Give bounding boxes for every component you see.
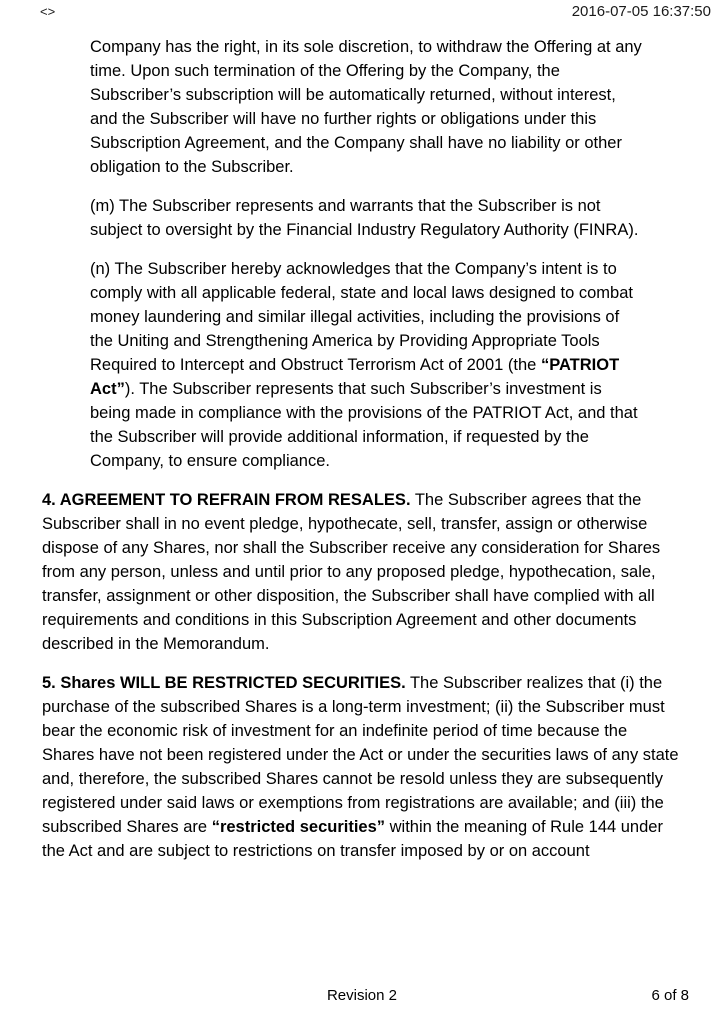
footer-revision-label: Revision 2 (326, 987, 398, 1004)
bold-text-run: 4. AGREEMENT TO REFRAIN FROM RESALES. (42, 491, 411, 509)
bold-text-run: “restricted securities” (211, 818, 386, 836)
text-run: The Subscriber realizes that (i) the purchase of the subscribed Shares is a long-term investment; (ii) the Subscriber must bear the economic risk of investment for an indefinite period of time because the Shares have not been registered under the Act or under the securities laws of any state and, therefore, the subscribed Shares cannot be resold unless they are subsequently registered under said laws or exemptions from registrations are available; and (iii) the subscribed Shares are (42, 674, 679, 836)
text-run: within the meaning of Rule 144 under the Act and are subject to restrictions on transfer imposed by or on account (42, 818, 663, 860)
header-timestamp: 2016-07-05 16:37:50 (571, 3, 711, 20)
header-placeholder-mark: <> (40, 4, 56, 19)
text-run: (n) The Subscriber hereby acknowledges that the Company’s intent is to comply with all applicable federal, state and local laws designed to combat money laundering and similar illegal activities, including the provisions of the Uniting and Strengthening America by Providing Appropriate Tools Required to Intercept and Obstruct Terrorism Act of 2001 (the (90, 260, 633, 374)
paragraph-continuation-withdrawal (90, 35, 642, 179)
document-body (0, 21, 724, 863)
text-run: Company has the right, in its sole discretion, to withdraw the Offering at any time. Upon such termination of the Offering by the Company, the Subscriber’s subscription will be automatically returned, without interest, and the Subscriber will have no further rights or obligations under this Subscription Agreement, and the Company shall have no liability or other obligation to the Subscriber. (90, 38, 642, 176)
bold-text-run: “PATRIOT Act” (90, 356, 620, 398)
bold-text-run: 5. Shares WILL BE RESTRICTED SECURITIES. (42, 674, 406, 692)
page-footer (0, 987, 724, 1005)
paragraph-section-5-shares-restricted-securities (42, 671, 682, 863)
text-run: The Subscriber agrees that the Subscriber shall in no event pledge, hypothecate, sell, transfer, assign or otherwise dispose of any Shares, nor shall the Subscriber receive any consideration for Shares from any person, unless and until prior to any proposed pledge, hypothecation, sale, transfer, assignment or other disposition, the Subscriber shall have complied with all requirements and conditions in this Subscription Agreement and other documents described in the Memorandum. (42, 491, 661, 653)
paragraph-section-4-agreement-to-refrain-from-resales (42, 488, 682, 656)
paragraph-clause-n (90, 257, 642, 473)
footer-page-indicator: 6 of 8 (651, 987, 689, 1004)
text-run: ). The Subscriber represents that such Subscriber’s investment is being made in compliance with the provisions of the PATRIOT Act, and that the Subscriber will provide additional information, if requested by the Company, to ensure compliance. (90, 380, 638, 470)
page-header (0, 0, 724, 21)
paragraph-clause-m (90, 194, 642, 242)
text-run: (m) The Subscriber represents and warrants that the Subscriber is not subject to oversight by the Financial Industry Regulatory Authority (FINRA). (90, 197, 639, 239)
